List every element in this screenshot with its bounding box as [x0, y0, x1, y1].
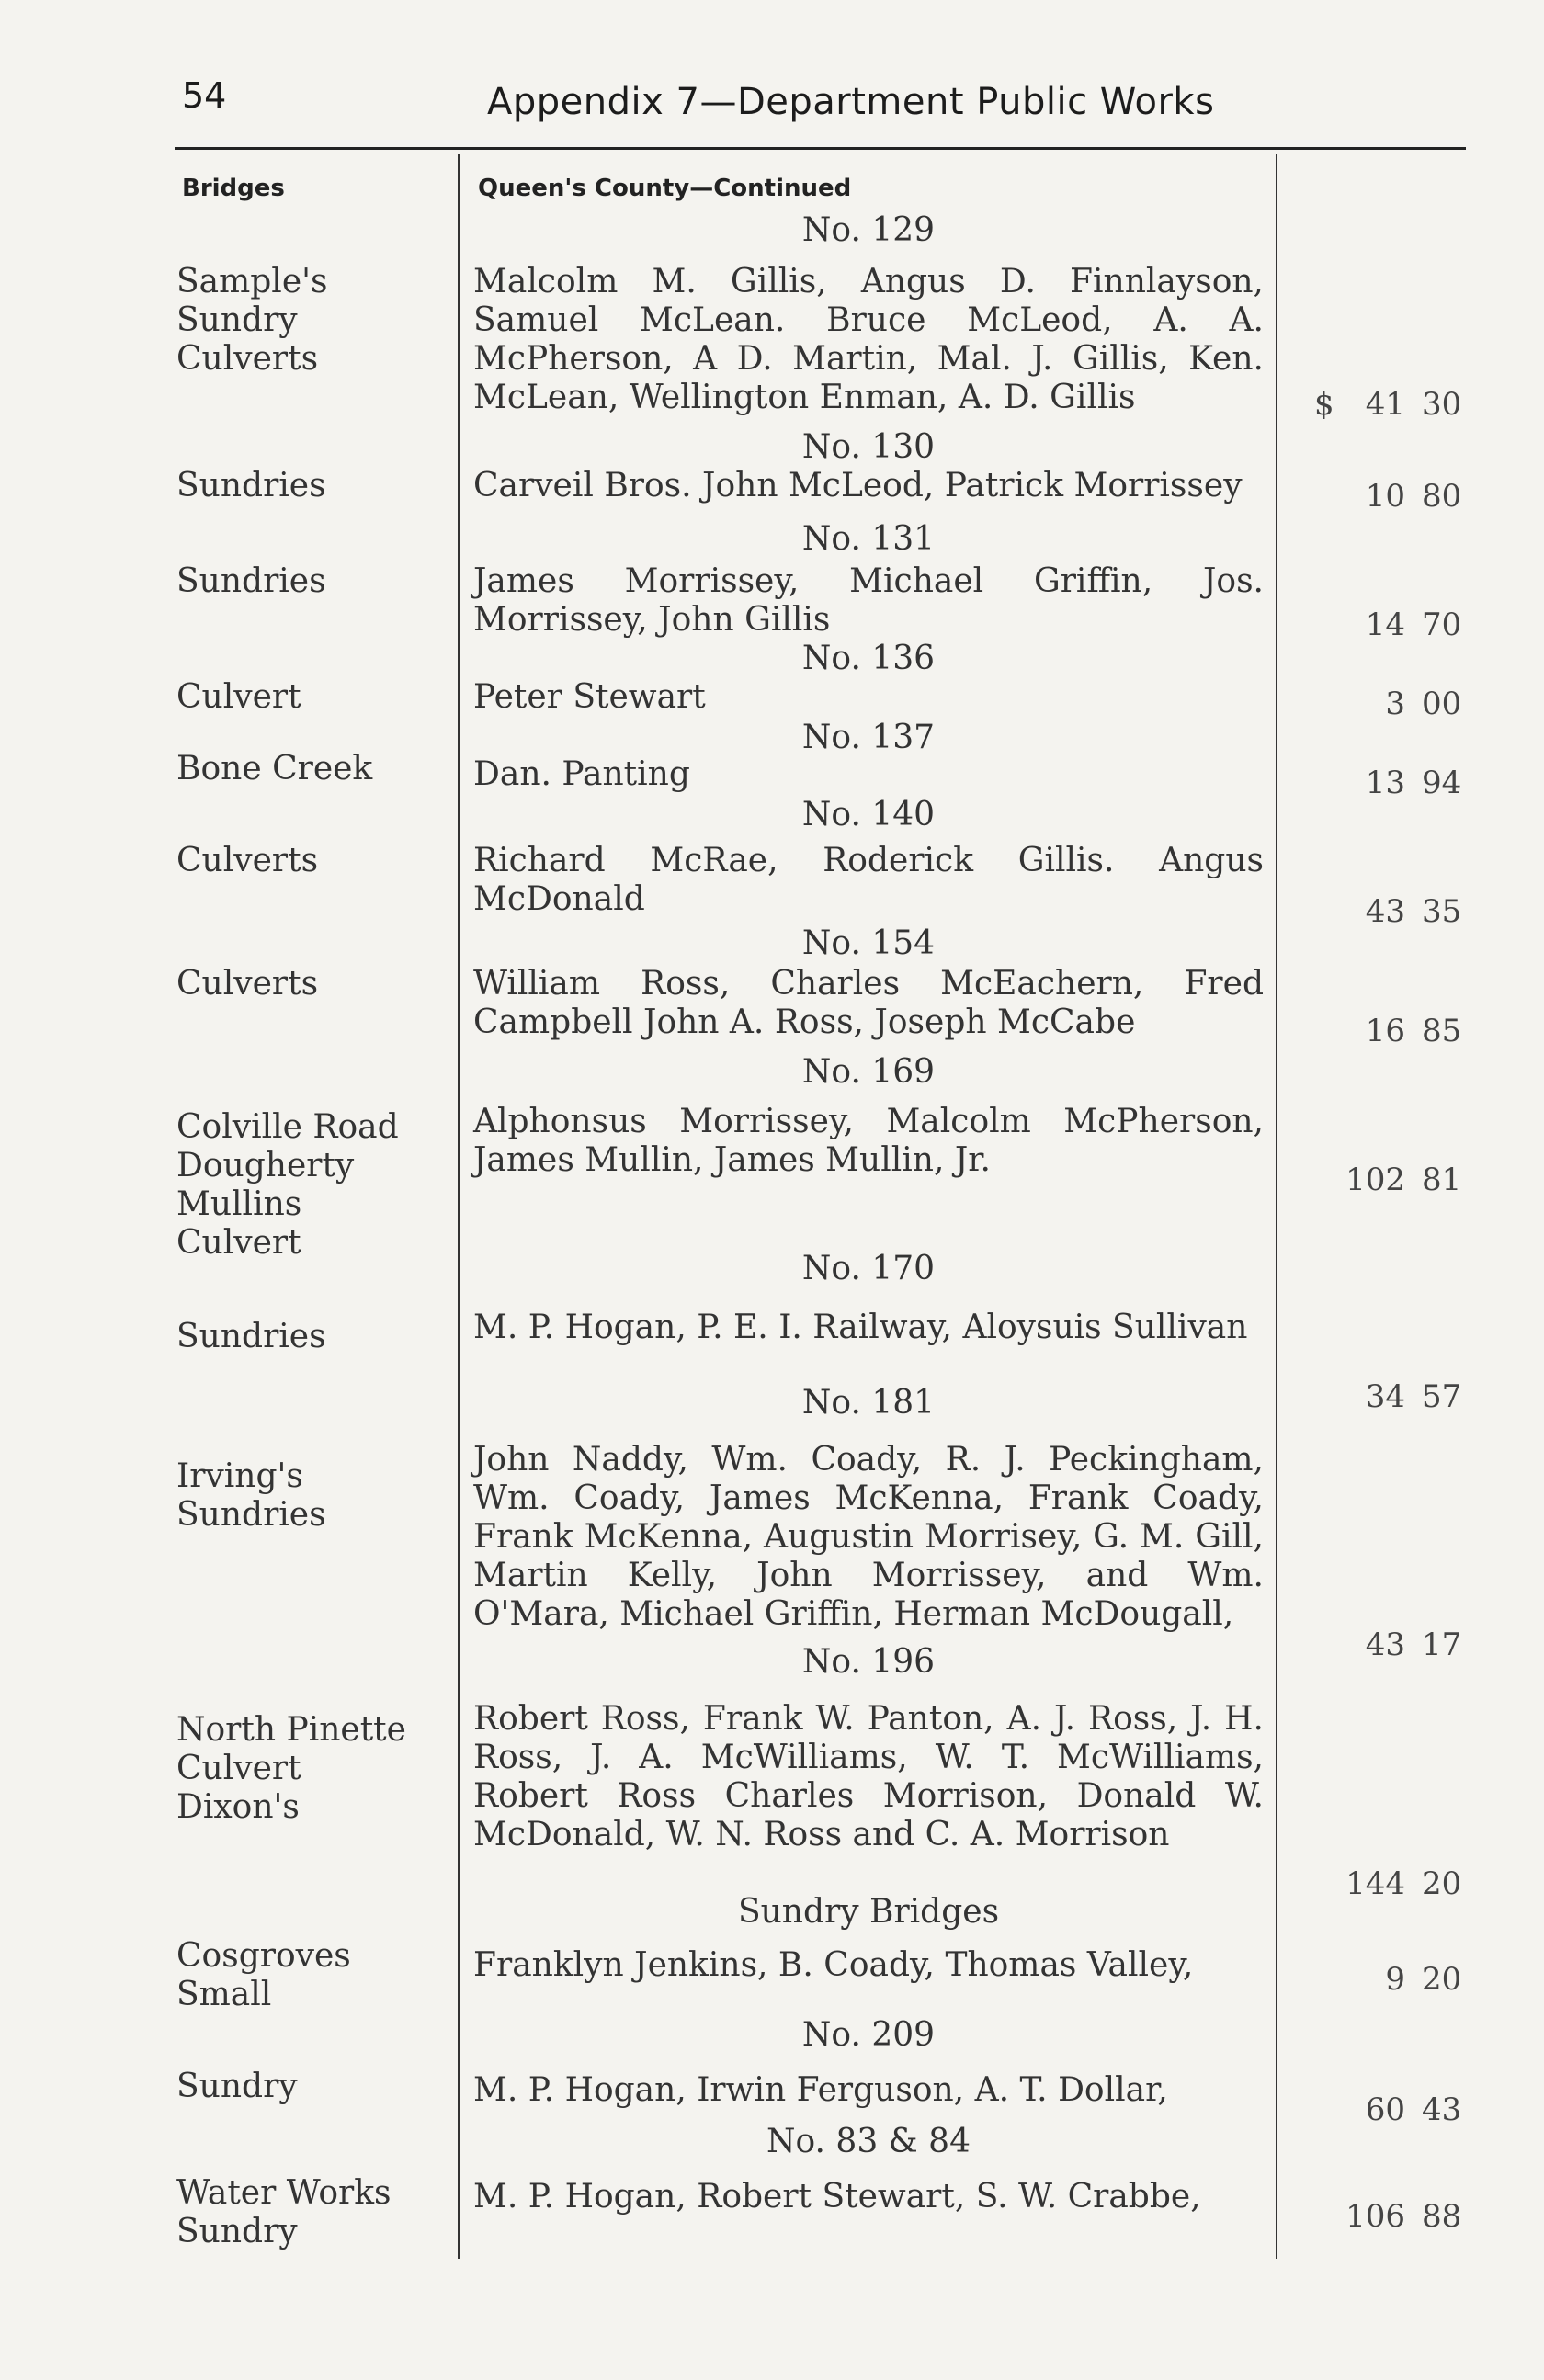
entry-label: Culverts: [176, 842, 319, 879]
entry-label: Bone Creek: [176, 750, 373, 788]
entry-description: Dan. Panting: [473, 755, 690, 793]
entry-amount: $ 41 30: [1314, 386, 1462, 423]
entry-number: No. 140: [801, 796, 936, 833]
entry-amount: 60 43: [1365, 2091, 1462, 2128]
entry-label: Colville Road Dougherty Mullins Culvert: [176, 1108, 399, 1262]
entry-label: Sundries: [176, 1318, 326, 1355]
column-divider-left: [458, 154, 460, 2259]
entry-description: John Naddy, Wm. Coady, R. J. Peckingham, Wm. Coady, James McKenna, Frank Coady, Frank McKenna, Augustin Morrisey, G. M. Gill, Martin Kelly, John Morrissey, and Wm. O'Mara, Michael Griffin, Herman McDougall,: [473, 1441, 1264, 1633]
entry-label: Culvert: [176, 678, 301, 716]
column-divider-right: [1276, 154, 1277, 2259]
entry-number: No. 136: [801, 640, 936, 677]
entry-amount: 3 00: [1385, 686, 1462, 722]
entry-amount: 102 81: [1345, 1162, 1462, 1198]
entry-amount: 144 20: [1345, 1865, 1462, 1902]
entry-number: No. 169: [801, 1053, 936, 1091]
entry-number: No. 154: [801, 924, 936, 962]
entry-description: M. P. Hogan, Irwin Ferguson, A. T. Dollar,: [473, 2071, 1168, 2109]
bridges-column-heading: Bridges: [182, 175, 285, 202]
header-rule: [175, 147, 1466, 150]
entry-amount: 10 80: [1365, 478, 1462, 515]
entry-amount: 16 85: [1365, 1013, 1462, 1049]
page-header: [0, 0, 1544, 147]
entry-description: Alphonsus Morrissey, Malcolm McPherson, James Mullin, James Mullin, Jr.: [473, 1103, 1264, 1179]
page-number: 54: [182, 75, 227, 116]
entry-description: James Morrissey, Michael Griffin, Jos. Morrissey, John Gillis: [473, 562, 1264, 639]
entry-number: No. 131: [801, 520, 936, 558]
entry-description: William Ross, Charles McEachern, Fred Campbell John A. Ross, Joseph McCabe: [473, 965, 1264, 1041]
entry-description: Peter Stewart: [473, 678, 706, 716]
entry-label: Irving's Sundries: [176, 1457, 326, 1534]
entry-label: Sundries: [176, 562, 326, 600]
entry-description: M. P. Hogan, P. E. I. Railway, Aloysuis Sullivan: [473, 1309, 1248, 1346]
entry-amount: 106 88: [1345, 2198, 1462, 2235]
entry-amount: 9 20: [1385, 1961, 1462, 1998]
entry-description: Malcolm M. Gillis, Angus D. Finnlayson, Samuel McLean. Bruce McLeod, A. A. McPherson, A D. Martin, Mal. J. Gillis, Ken. McLean, Wellington Enman, A. D. Gillis: [473, 263, 1264, 416]
page-title: Appendix 7—Department Public Works: [487, 81, 1215, 123]
entry-number: No. 170: [801, 1250, 936, 1287]
entry-label: Culverts: [176, 965, 319, 1003]
entry-amount: 43 35: [1365, 893, 1462, 930]
entry-description: Franklyn Jenkins, B. Coady, Thomas Valley,: [473, 1946, 1194, 1984]
entry-label: North Pinette Culvert Dixon's: [176, 1711, 406, 1826]
entry-number: No. 181: [801, 1384, 936, 1422]
entry-label: Cosgroves Small: [176, 1937, 351, 2013]
county-column-heading: Queen's County—Continued: [478, 175, 852, 202]
entry-number: No. 196: [801, 1643, 936, 1681]
entry-description: M. P. Hogan, Robert Stewart, S. W. Crabbe,: [473, 2178, 1201, 2216]
entry-description: Richard McRae, Roderick Gillis. Angus McDonald: [473, 842, 1264, 918]
entry-label: Sundries: [176, 467, 326, 504]
entry-amount: 13 94: [1365, 765, 1462, 801]
entry-amount: 34 57: [1365, 1378, 1462, 1415]
entry-number: No. 130: [801, 428, 936, 466]
entry-label: Sundry: [176, 2068, 298, 2105]
entry-number: No. 83 & 84: [766, 2123, 971, 2160]
entry-number: Sundry Bridges: [737, 1893, 1000, 1931]
entry-amount: 14 70: [1365, 606, 1462, 643]
entry-number: No. 209: [801, 2016, 936, 2054]
entry-description: Robert Ross, Frank W. Panton, A. J. Ross, J. H. Ross, J. A. McWilliams, W. T. McWilliams, Robert Ross Charles Morrison, Donald W. McDonald, W. N. Ross and C. A. Morrison: [473, 1700, 1264, 1853]
entry-number: No. 137: [801, 719, 936, 756]
entry-number: No. 129: [801, 211, 936, 249]
entry-label: Sample's Sundry Culverts: [176, 263, 328, 378]
entry-label: Water Works Sundry: [176, 2174, 392, 2250]
entry-amount: 43 17: [1365, 1626, 1462, 1663]
entry-description: Carveil Bros. John McLeod, Patrick Morrissey: [473, 467, 1243, 504]
